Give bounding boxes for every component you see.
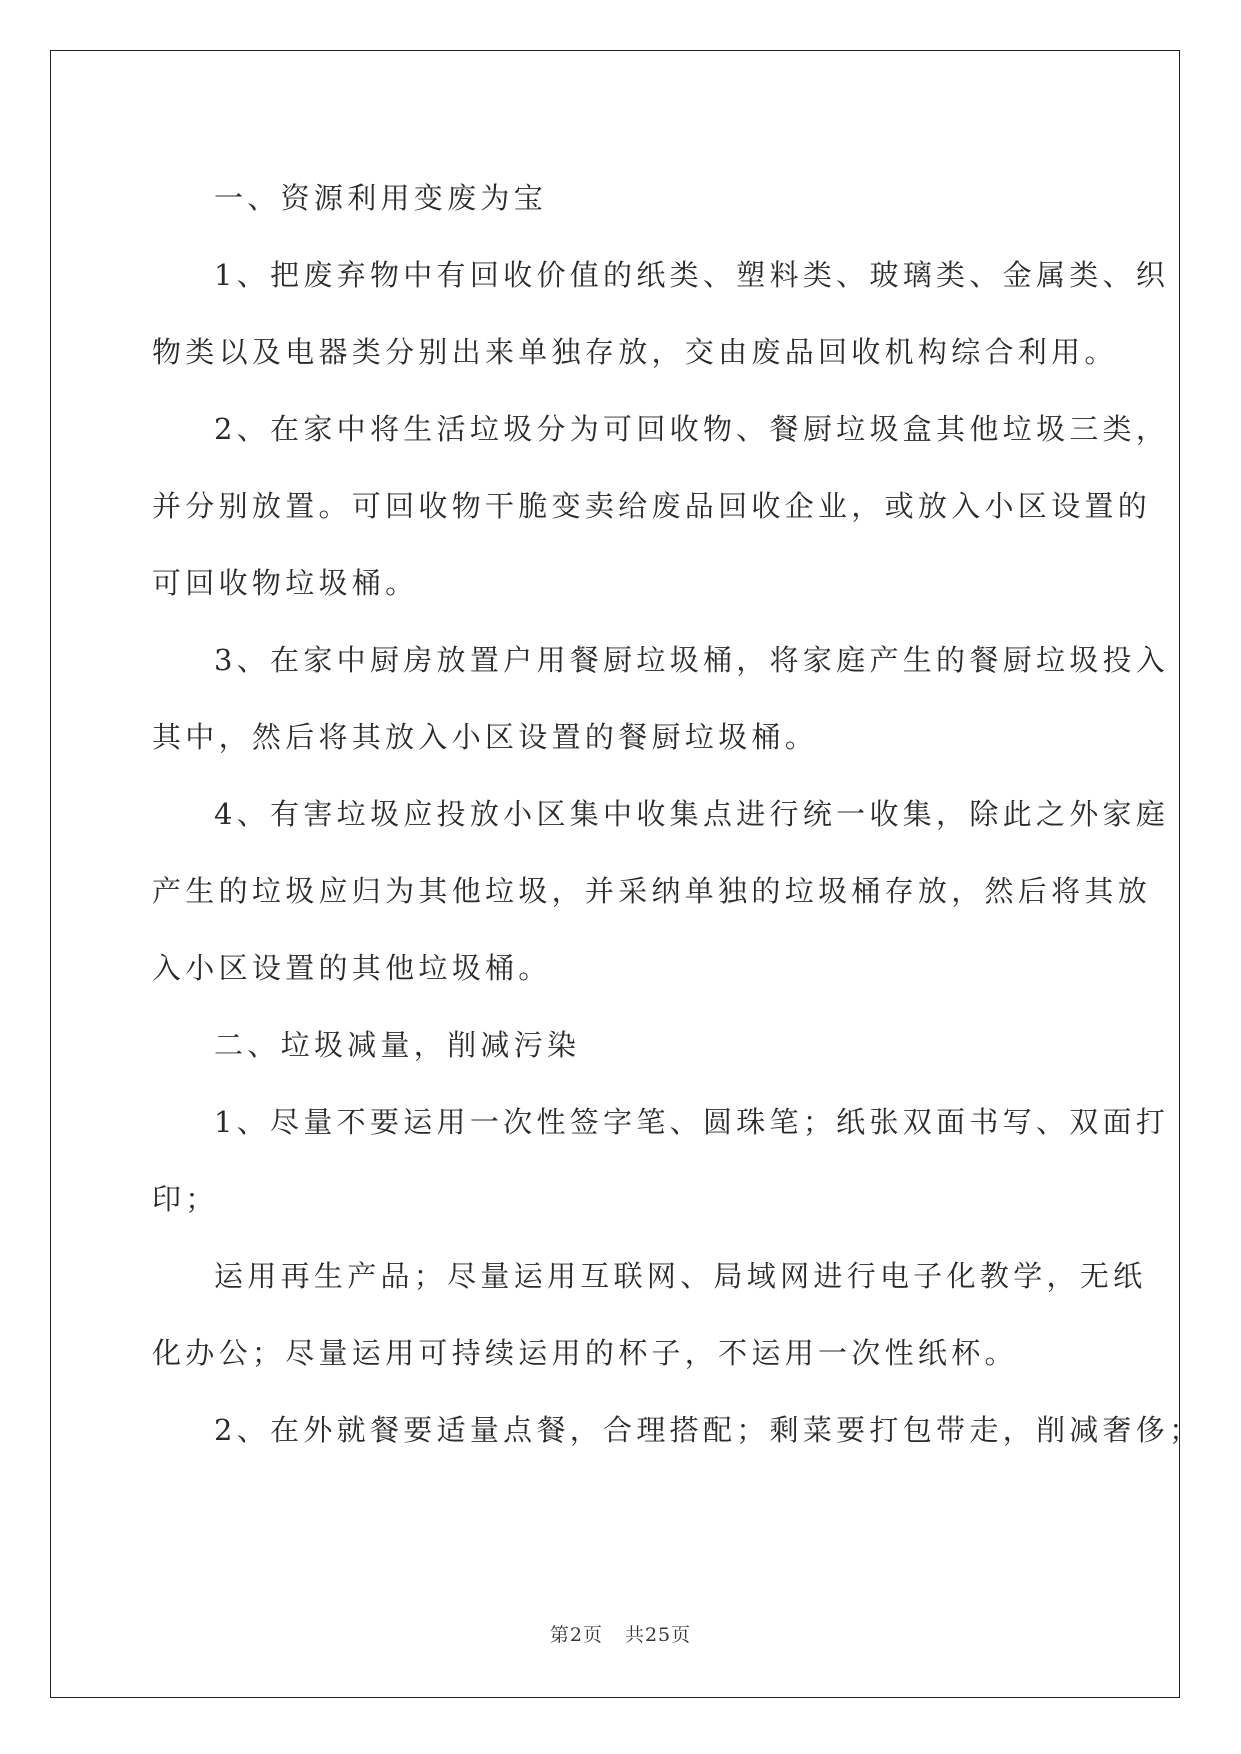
text-line: 物类以及电器类分别出来单独存放，交由废品回收机构综合利用。 [152, 335, 1118, 369]
page-footer [0, 1620, 1241, 1647]
text-line: 并分别放置。可回收物干脆变卖给废品回收企业，或放入小区设置的 [152, 489, 1152, 523]
text-line: 2、在家中将生活垃圾分为可回收物、餐厨垃圾盒其他垃圾三类， [214, 412, 1170, 446]
text-line: 二、垃圾减量，削减污染 [214, 1028, 581, 1062]
text-line: 1、尽量不要运用一次性签字笔、圆珠笔；纸张双面书写、双面打 [214, 1105, 1170, 1139]
text-line: 其中，然后将其放入小区设置的餐厨垃圾桶。 [152, 720, 819, 754]
text-line: 3、在家中厨房放置户用餐厨垃圾桶，将家庭产生的餐厨垃圾投入 [214, 643, 1170, 677]
text-line: 产生的垃圾应归为其他垃圾，并采纳单独的垃圾桶存放，然后将其放 [152, 874, 1152, 908]
text-line: 印； [152, 1182, 219, 1216]
text-line: 一、资源利用变废为宝 [214, 181, 548, 215]
page-total: 共25页 [624, 1624, 692, 1646]
text-line: 化办公；尽量运用可持续运用的杯子，不运用一次性纸杯。 [152, 1336, 1018, 1370]
text-line: 4、有害垃圾应投放小区集中收集点进行统一收集，除此之外家庭 [214, 797, 1170, 831]
text-line: 运用再生产品；尽量运用互联网、局域网进行电子化教学，无纸 [214, 1259, 1147, 1293]
page-number: 第2页 [549, 1624, 603, 1646]
document-body [152, 160, 1203, 1469]
text-line: 可回收物垃圾桶。 [152, 566, 419, 600]
text-line: 入小区设置的其他垃圾桶。 [152, 951, 552, 985]
text-line: 1、把废弃物中有回收价值的纸类、塑料类、玻璃类、金属类、织 [214, 258, 1170, 292]
text-line: 2、在外就餐要适量点餐，合理搭配；剩菜要打包带走，削减奢侈； [214, 1413, 1203, 1447]
